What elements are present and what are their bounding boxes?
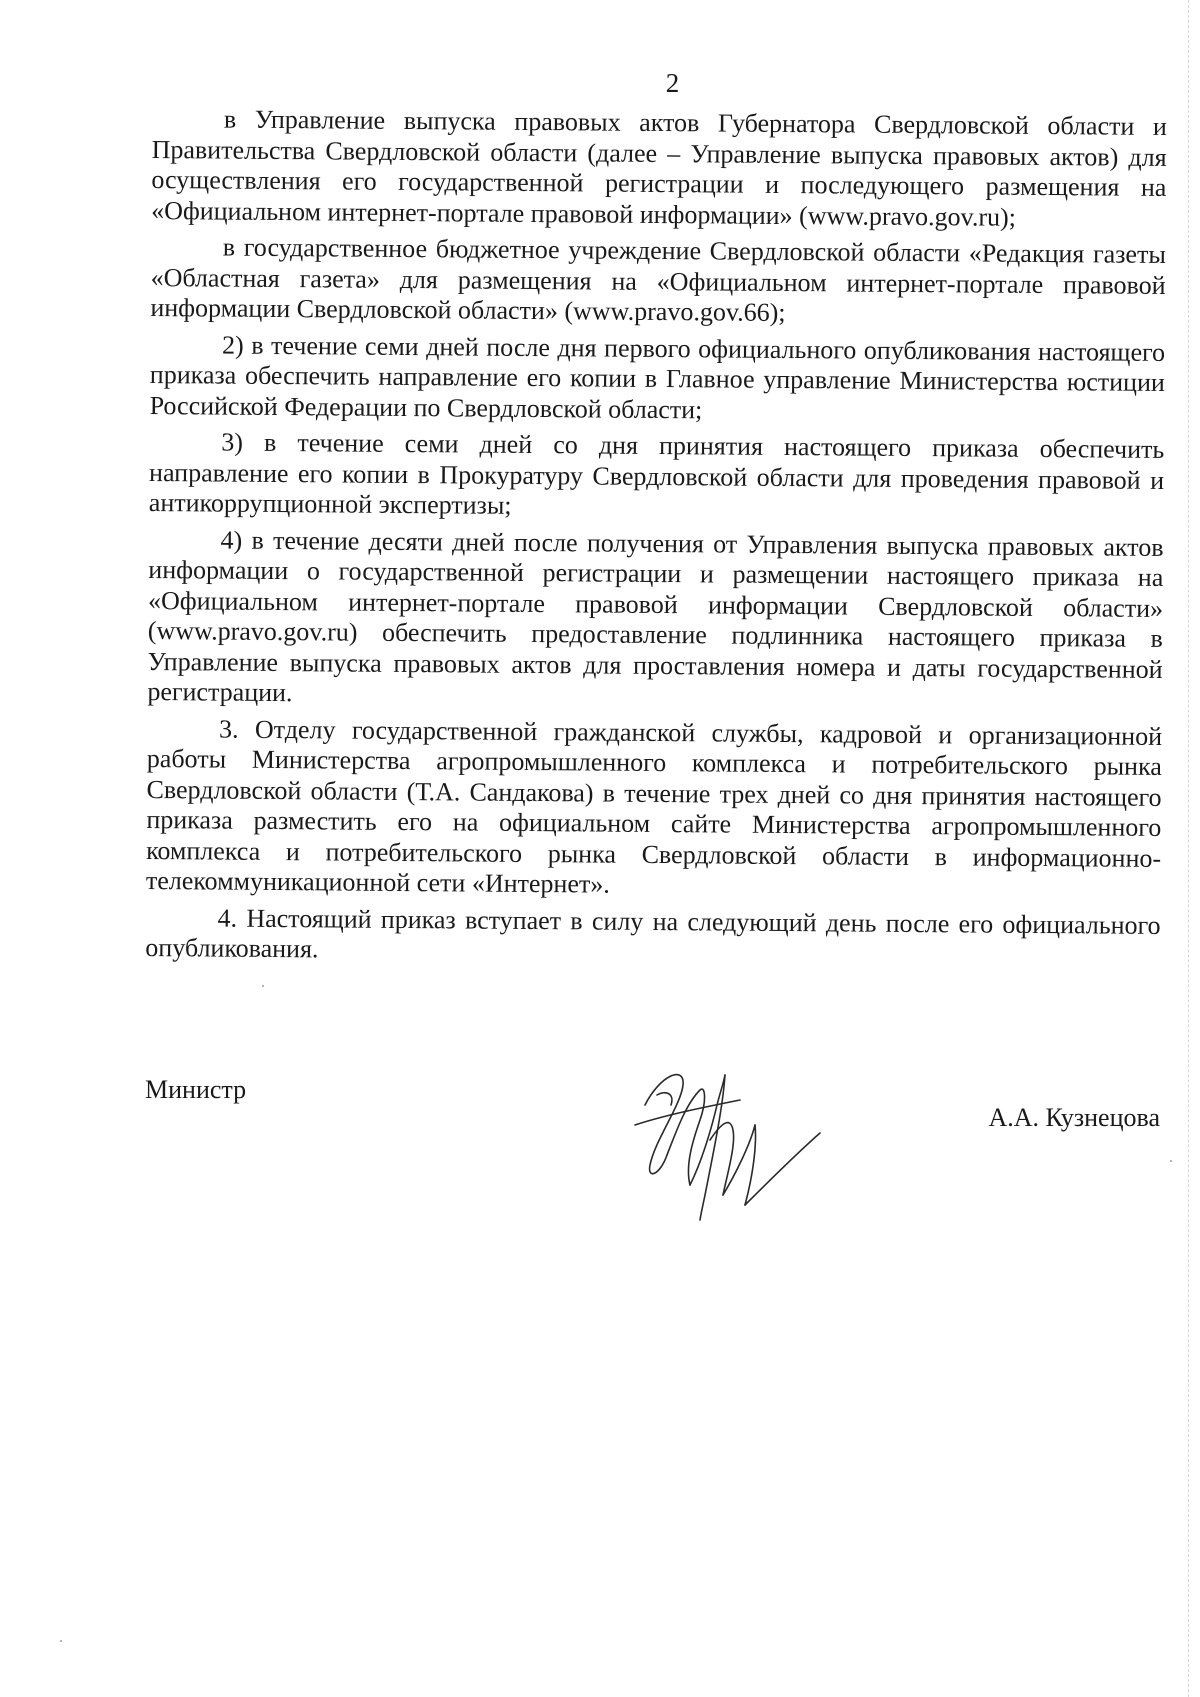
scan-speck — [262, 985, 264, 987]
scan-speck — [1170, 1160, 1172, 1162]
scan-edge-line — [1188, 0, 1190, 1697]
paragraph: в государственное бюджетное учреждение Свердловской области «Редакция газеты «Областная газета» для размещения на «Официальном интернет-портале правовой информации Свердловской области» (www.pravo.gov.66); — [150, 232, 1166, 327]
signer-title: Министр — [145, 1075, 247, 1104]
paragraph: 4) в течение десяти дней после получения от Управления выпуска правовых актов информации о государственной регистрации и размещении настоящего приказа на «Официальном интернет-портале правовой информации Свердловской области» (www.pravo.gov.ru) обеспечить предоставление подлинника настоящего приказа в Управление выпуска правовых актов для проставления номера и даты государственной регистрации. — [147, 525, 1164, 708]
handwritten-signature — [605, 1045, 825, 1235]
document-body — [145, 104, 1167, 977]
paragraph: в Управление выпуска правовых актов Губернатора Свердловской области и Правительства Свердловской области (далее – Управление выпуска правовых актов) для осуществления его государственной регистрации и последующего размещения на «Официальном интернет-портале правовой информации» (www.pravo.gov.ru); — [151, 104, 1167, 232]
signature-block — [145, 1075, 1160, 1225]
paragraph: 3. Отделу государственной гражданской службы, кадровой и организационной работы Министерства агропромышленного комплекса и потребительского рынка Свердловской области (Т.А. Сандакова) в течение трех дней со дня принятия настоящего приказа разместить его на официальном сайте Министерства агропромышленного комплекса и потребительского рынка Свердловской области в информационно-телекоммуникационной сети «Интернет». — [145, 714, 1163, 899]
paragraph: 3) в течение семи дней со дня принятия настоящего приказа обеспечить направление его копии в Прокуратуру Свердловской области для проведения правовой и антикоррупционной экспертизы; — [148, 427, 1165, 520]
paragraph: 4. Настоящий приказ вступает в силу на следующий день после его официального опубликования. — [145, 903, 1161, 964]
paragraph: 2) в течение семи дней после дня первого официального опубликования настоящего приказа обеспечить направление его копии в Главное управление Министерства юстиции Российской Федерации по Свердловской области; — [149, 330, 1166, 424]
signer-name: А.А. Кузнецова — [988, 1103, 1160, 1132]
scan-speck — [60, 1640, 62, 1642]
page-number: 2 — [665, 68, 680, 98]
